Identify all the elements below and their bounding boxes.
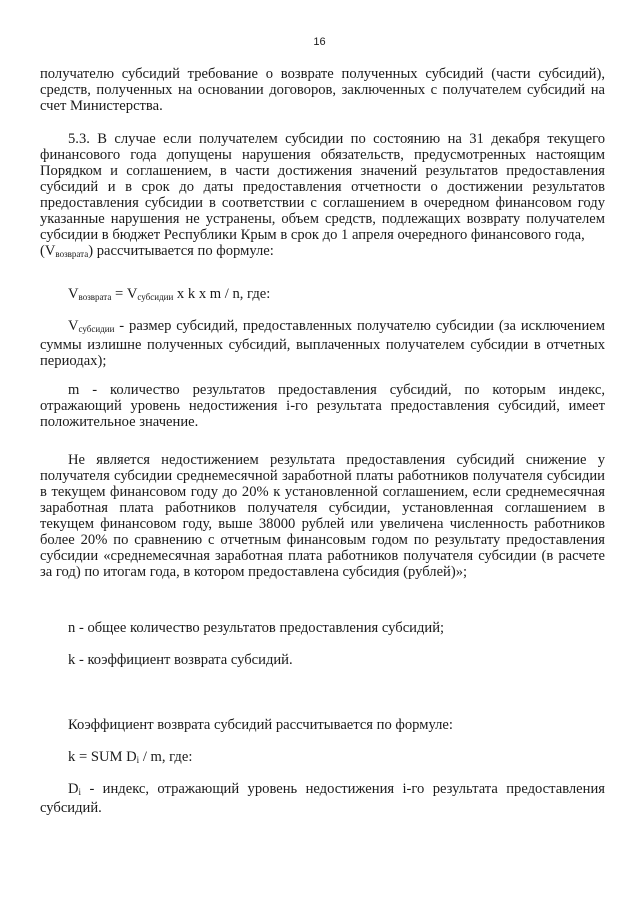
definition-m: m - количество результатов предоставления субсидий, по которым индекс, отражающий уровень недостижения i-го результата предоставления субсидий, имеет положительное значение. xyxy=(40,382,605,430)
paragraph-5-3 xyxy=(40,131,605,262)
page-number: 16 xyxy=(313,36,326,48)
definition-v-subsidy: $V_{субсидии}$ - размер субсидий, предоставленных получателю субсидии (за исключением суммы излишне полученных субсидий, выплаченных получателем субсидии в отчетных периодах); xyxy=(40,318,605,369)
coefficient-intro: Коэффициент возврата субсидий рассчитывается по формуле: xyxy=(68,717,453,733)
definition-k: k - коэффициент возврата субсидий. xyxy=(68,652,293,668)
paragraph-5-3-text: 5.3. В случае если получателем субсидии по состоянию на 31 декабря текущего финансового года допущены нарушения обязательств, предусмотренных настоящим Порядком и соглашением, в части достижения значений результатов предоставления субсидий и в срок до даты предоставления отчетности о достижении результатов предоставления субсидии в соответствии с соглашением в очередном финансовом году указанные нарушения не устранены, объем средств, подлежащих возврату получателем субсидии в бюджет Республики Крым в срок до 1 апреля очередного финансового года, xyxy=(40,131,605,243)
paragraph-return-requirement: получателю субсидий требование о возврате полученных субсидий (части субсидий), средств, полученных на основании договоров, заключенных с получателем субсидий на счет Министерства. xyxy=(40,66,605,114)
formula-k: k = SUM $D_i$ / m, где: xyxy=(68,749,193,765)
definition-n: n - общее количество результатов предоставления субсидий; xyxy=(68,620,445,636)
paragraph-5-3-end: $(V_{возврата})$ рассчитывается по формуле: xyxy=(40,243,274,259)
formula-v-return: $V_{возврата} = V_{субсидии}$ x k x m / n, где: xyxy=(68,286,271,302)
definition-d: $D_i$ - индекс, отражающий уровень недостижения i-го результата предоставления субсидий. xyxy=(40,781,605,816)
paragraph-not-underachievement: Не является недостижением результата предоставления субсидий снижение у получателя субсидии среднемесячной заработной платы работников получателя субсидии в текущем финансовом году до 20% к установленной соглашением, если среднемесячная заработная плата работников получателя субсидии, установленная соглашением в текущем финансовом году, выше 38000 рублей или увеличена численность работников более 20% по сравнению с отчетным финансовым годом по результату предоставления субсидии «среднемесячная заработная плата работников получателя субсидии (в расчете за год) по итогам года, в котором предоставлена субсидия (рублей)»; xyxy=(40,452,605,580)
